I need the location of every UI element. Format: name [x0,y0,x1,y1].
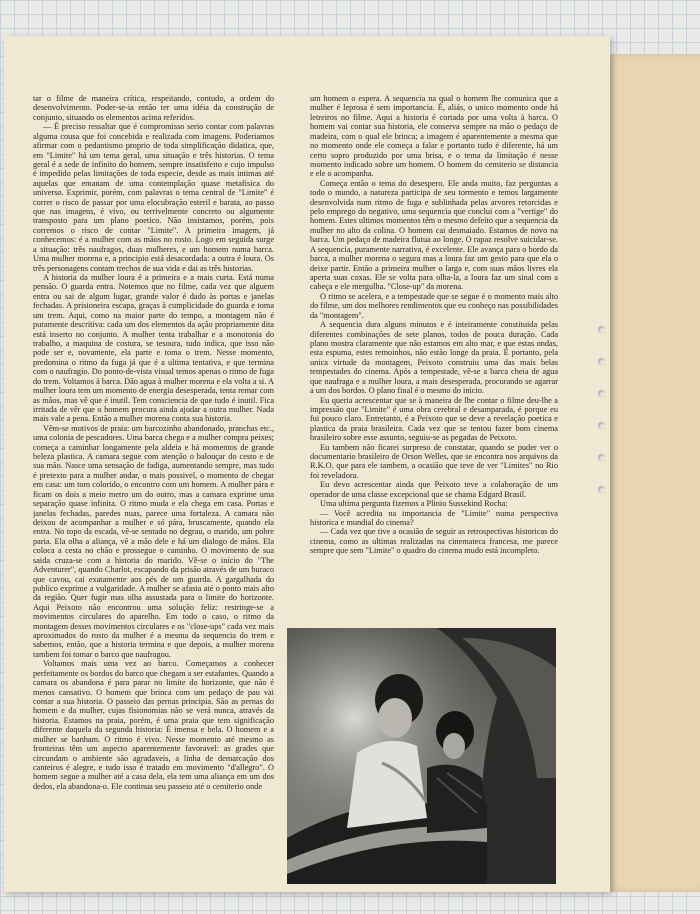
binding-hole [598,390,605,397]
binding-hole [598,358,605,365]
binding-hole [598,454,605,461]
left-paragraph-5: Voltamos mais uma vez ao barco. Começamos a conhecer perfeitamente os bordos do barco que chegam a ser estafantes. Quando a camara os abandona é para parar no limite do horizonte, que não é menos cansativo. O homem que brinca com um pedaço de pau vai contar a sua historia. O passeio das pernas principia. São as pernas do homem e da mulher, cujas fisionomias não se verá nunca, através da historia. Estamos na praia, porém, é uma praia que tem significação diferente daquela da segunda historia: É imensa e bela. O homem e a mulher se banham. O ritmo é vivo. Nesse momento até mesmo as fronteiras têm um aspecto aparentemente favoravel: as grades que circundam o ambiente são agradaveis, a linha de demarcação dos canteiros é alegre, e tudo isso é tratado em movimento "d'allegro". O homem segue a mulher até a casa dela, ela tem uma aliança em um dos dedos, ela abandona-o. Ele continua seu passeio até o cemiterio onde [33,659,274,791]
left-paragraph-3: A historia da mulher loura é a primeira e a mais curta. Está numa pensão. O guarda entra. Notemos que no filme, cada vez que alguem entra ou sai de algum lugar, grande valor é dado às portas e janelas fechadas. A prisioneira escapa, graças à cumplicidade do guarda e toma um trem. Aqui, como na maior parte do tempo, a montagem não é puramente descritiva: cada um dos elementos da ação propriamente dita está inserto no conjunto. A mulher tenta trabalhar e a monotonia do trabalho, a maquina de costura, se tesoura, tudo indica, que isso não pode ser e, novamente, ela parte e toma o trem. Nesse momento, predomina o ritmo da fuga já que é a ultima tentativa, e que termina com o naufragio. Do ponto-de-vista visual temos apenas o ritmo de fuga do trem. Voltamos à barca. Dão agua à mulher morena e ela volta a si. A mulher loura tem um momento de energia desesperada, tenta remar com as mãos, mas vê que é inutil. Tem consciencia de que tudo é inutil. Fica irritada de vêr que o homem procura ainda ajudar a outra mulher. Nada mais vale a pena. Então a mulher morena conta sua historia. [33,273,274,424]
film-still-photo [287,628,556,884]
left-paragraph-4: Vêm-se motivos de praia: um barcozinho abandonado, pranchas etc., uma colonia de pescadores. Uma barca chega e a mulher compra peixes; começa a caminhar longamente pela aldeia e há momentos de grande beleza plastica. A camara segue com atenção o balouçar do cesto e de sua mão. Nasce uma sensação de fadiga, aumentando sempre, mas tudo é pretexto para a mulher andar, o mais possivel, o momento de chegar em casa: um tom colorido, o encontro com um homem. A mulher pára e ficam os dois a meio metro um do outro, mas a camara exprime uma separação quase infinita. O ritmo muda e ela chega em casa. Portas e janelas fechadas, paredes nuas, parece uma fortaleza. A camara não deixou de acompanhar a mulher e só pára, bruscamente, quando ela entra. No topo da escada, vê-se sentado no degrau, o marido, um pobre paria. Ela olha a aliança, vê a mão dele e há um dialogo de mãos. Ela coloca a cesta no chão e prossegue o caminho. O movimento de sua saida cruza-se com a historia do marido. Vê-se o início do "The Adventurer", quando Charlot, escapando da prisão através de um buraco que cavou, cai exatamente aos pés de um guarda. A gargalhada do publico exprime a vulgaridade. A mulher se afasta até o ponto mais alto da região. Quer fugir mas olha assustada para o limite do horizonte. Aqui Peixoto não encontrou uma solução feliz: restringe-se a movimentos circulares do aparelho. Em todo o caso, o ritmo da montagem desses movimentos circulares e os "close-ups" cada vez mais aproximados do rosto da mulher é a mesma da sequencia do trem e sabemos, então, que a historia termina e que depois, a mulher morena tambem foi tomar o barco que naufragou. [33,423,274,659]
right-paragraph-1: um homem o espera. A sequencia na qual o homem lhe comunica que a mulher é leprosa é sem importancia. É, aliás, o unico momento onde há letreiros no filme. Aqui a historia é cortada por uma volta à barca. O homem vai contar sua historia, ele conserva sempre na mão o pedaço de madeira, com o qual ele brinca; a imagem é aparentemente a mesma que no momento onde ele começa a falar e portanto tudo é diferente, há um certo sopro produzido por uma brisa, e o tema da limitação é nesse momento indicado sobre um homem. O homem do cemiterio se distancia e ele o acompanha. [310,94,558,179]
magazine-page [4,36,610,892]
back-page-edge [606,54,700,892]
right-paragraph-10: — Cada vez que tive a ocasião de seguir as retrospectivas historicas do cinema, como as ultimas realizadas na cinemateca francesa, me parece sempre que sem "Limite" o quadro do cinema mudo está incompleto. [310,527,558,556]
right-paragraph-5: Eu queria acrescentar que se à maneira de lhe contar o filme deu-lhe a impressão que "Limite" é uma obra cerebral e desamparada, é porque eu fui pouco claro. Entretanto, é a Peixoto que se deve a revelação poetica e plastica da praia brasileira. Cada vez que se tentou fazer bom cinema brasileiro sobre esse assunto, seguiu-se as pegadas de Peixoto. [310,395,558,443]
film-still-image [287,628,556,884]
binding-hole [598,486,605,493]
binding-hole [598,326,605,333]
right-paragraph-3: O ritmo se acelera, e a tempestade que se segue é o momento mais alto do filme, um dos melhores rendimentos que eu conheço nas possibilidades da "montagem". [310,291,558,320]
binding-hole [598,422,605,429]
article-right-column [310,94,558,624]
article-left-column [33,94,274,890]
right-paragraph-7: Eu devo acrescentar ainda que Peixoto teve a colaboração de um operador de uma classe excepcional que se chama Edgard Brasil. [310,480,558,499]
left-paragraph-1: tar o filme de maneira crítica, respeitando, contudo, a ordem do desenvolvimento. Poder-se-ia então ter uma idéia da construção de conjunto, situando os elementos acima referidos. [33,94,274,122]
right-paragraph-4: A sequencia dura alguns minutos e é inteiramente constituida pelas diferentes combinações de sete planos, todos de pouca duração. Cada plano mostra claramente que não estamos em alto mar, e que estas ondas, esta espuma, estes remoinhos, não estão longe da praia. É portanto, pela unica virtude da montagem, Peixoto construiu uma das mais belas tempestades do cinema. Após a tempestade, vê-se a barca cheia de agua que naufraga e a mulher loura, a mais desesperada, procurando se agarrar a um dos bordos. O plano final é o mesmo do inicio. [310,320,558,396]
right-paragraph-6: Eu tambem não ficarei surpreso de constatar, quando se puder ver o documentario brasileiro de Orson Welles, que se encontra nos arquivos da R.K.O. que para ele tambem, a ocasião que teve de ver "Limites" no Rio foi reveladora. [310,442,558,480]
left-paragraph-2: — É preciso ressaltar que é compromisso serio contar com palavras alguma cousa que foi concebida e realizada com imagens. Poderiamos afirmar com o pedantismo proprio de toda simplificação didatica, que, em "Limite" há um tema geral, uma situação e três historias. O tema geral é a sede de infinito do homem, sempre insatisfeito e cujo impulso é impedido pelas limitações de toda especie, desde as mais intimas até aquelas que emanam de uma contemplação quase metafisica do universo. Exprimir, porém, com palavras o tema central de "Limite" é correr o risco de passar por uma elocubração esteril e barata, ao passo que nas imagens, é vivo, ou terrivelmente concreto ou algumente transposto para um plano poetico. Não insistamos, porém, pois corremos o risco de contar "Limite". A primeira imagem, já conhecemos: é a mulher com as mãos no rosto. Logo em seguida surge a situação: três naufragos, duas mulheres, e um homem numa barca. Uma mulher morena e, a principio está desacordada: a outra é loura. Os três personagens contam trechos de sua vida e dai as três historias. [33,122,274,273]
right-paragraph-8: Uma ultima pergunta fizemos a Plinio Sussekind Rocha: [320,499,508,509]
right-paragraph-9: — Você acredita na importancia de "Limite" numa perspectiva historica e mundial do cinema? [310,508,558,527]
right-paragraph-2: Começa então o tema do desespero. Ele anda muito, faz perguntas a todo o mundo, a natureza participa de seu tormento e temos largamente desenvolvida num ritmo de fuga e sublinhada pelas arvores retorcidas e pelo emprego do negativo, uma sequencia que conclui com a "vertige" do homem. Estes ultimos momentos têm o mesmo defeito que a sequencia da mulher no alto da colina. O homem cai desmaiado. Estamos de novo na barca. Um pedaço de madeira flutua ao longe. O rapaz resolve suicidar-se. A sequencia, puramente narrativa, é excelente. Ele avança para o bordo da barca, a mulher morena o segura mas a loura faz um gesto para que ela o deixe partir. Então a primeira mulher o larga e, com suas mãos livres ela aperta suas coxas. Ele se volta para olha-la, a loura faz um sinal com a cabeça e ele mergulha. "Close-up" da morena. [310,178,558,292]
